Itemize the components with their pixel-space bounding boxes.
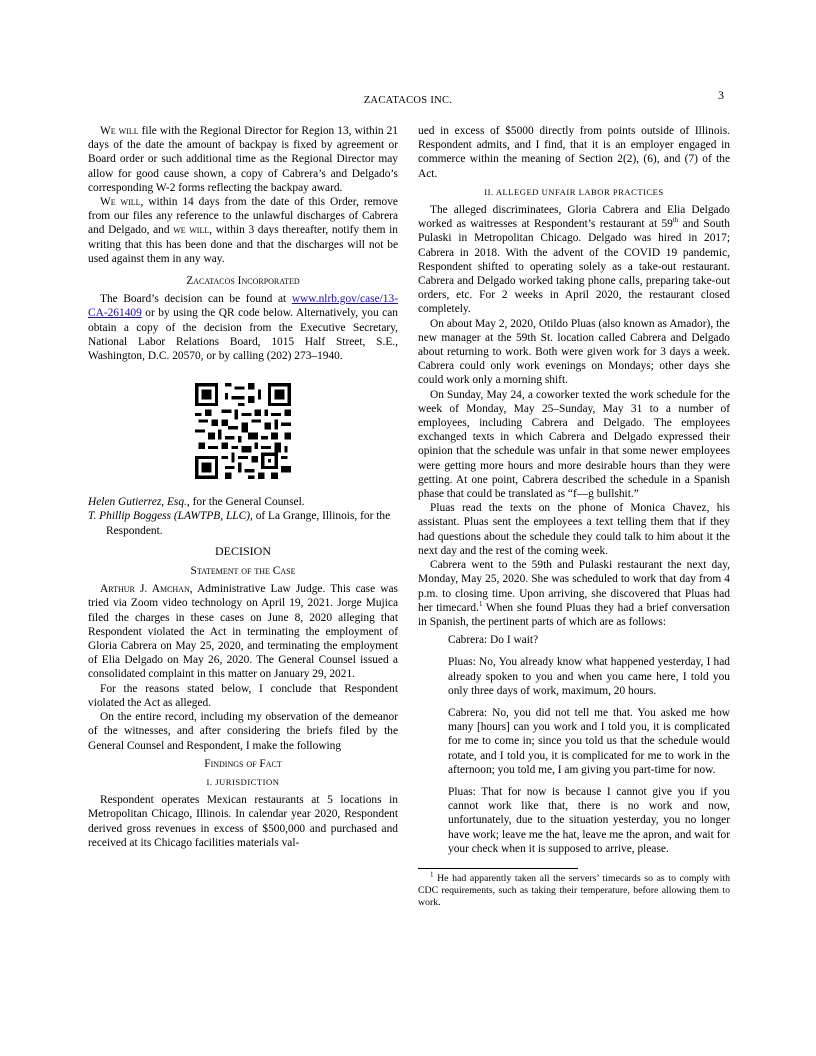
counsel-listing: T. Phillip Boggess (LAWTPB, LLC), of La Grange, Illinois, for the Respondent. <box>88 510 391 537</box>
block-quote: Pluas: No, You already know what happened yesterday, I had already spoken to you and when you came here, I told you only three days of work, maximum, 20 hours. <box>448 656 730 697</box>
paragraph: On the entire record, including my observation of the demeanor of the witnesses, and after considering the briefs filed by the General Counsel and Respondent, I make the following <box>88 711 398 752</box>
paragraph: On Sunday, May 24, a coworker texted the work schedule for the week of Monday, May 25–Sunday, May 31 to a number of employees, including Cabrera and Delgado. The employees exchanged texts in which Cabrera and Delgado expressed their opinion that the schedule was unfair in that some newer employees were getting more hours and more desirable hours than they were getting. At one point, Cabrera described the schedule in a Spanish phase that could be translated as “f—g bullshit.” <box>418 388 730 501</box>
block-quote: Cabrera: Do I wait? <box>448 634 539 647</box>
case-link[interactable]: www.nlrb.gov/case/13-CA-261409 <box>88 293 398 320</box>
running-header: ZACATACOS INC. <box>363 95 453 106</box>
section-heading: Findings of Fact <box>204 757 282 770</box>
paragraph: For the reasons stated below, I conclude that Respondent violated the Act as alleged. <box>88 682 398 709</box>
paragraph: Pluas read the texts on the phone of Monica Chavez, his assistant. Pluas sent the employees a text telling them that if they had questions about the schedule they could talk to him about it the next day and the rest of the coming week. <box>418 502 730 557</box>
block-quote: Pluas: That for now is because I cannot give you if you cannot work like that, there is no work and now, unfortunately, due to the situation yesterday, you no longer have work; leave me the hat, leave me the apron, and wait for your check when it is supposed to arrive, please. <box>448 785 730 855</box>
qr-code-icon[interactable] <box>195 383 291 479</box>
counsel-listing: Helen Gutierrez, Esq., for the General Counsel. <box>88 496 305 509</box>
left-column <box>88 124 398 850</box>
subsection-heading: I. JURISDICTION <box>206 776 280 787</box>
paragraph: On about May 2, 2020, Otildo Pluas (also known as Amador), the new manager at the 59th St. location called Cabrera and Delgado about returning to work. Both were given work for 3 days a week. Cabrera could only work evenings on Mondays; other days she could work only a morning shift. <box>418 317 730 387</box>
footnote: $^1$ He had apparently taken all the servers’ timecards so as to comply with CDC requirements, such as taking their temperature, before allowing them to work. <box>418 870 730 908</box>
decision-heading: DECISION <box>215 543 271 558</box>
block-quote: Cabrera: No, you did not tell me that. You asked me how many [hours] can you work and I told you, it is complicated for me to come in; since you told us that the schedule would rotate, and I told you, it is complicated for me to work in the afternoon; you told me, I am giving you part-time for now. <box>448 706 730 776</box>
footnote-ref[interactable]: 1 <box>478 599 483 608</box>
section-heading: Statement of the Case <box>190 565 296 578</box>
paragraph: Cabrera went to the 59th and Pulaski restaurant the next day, Monday, May 25, 2020. She was scheduled to work that day from 4 p.m. to closing time. Upon arriving, she discovered that Pluas had her timecard.$^1$ When she found Pluas they had a brief conversation in Spanish, the pertinent parts of which are as follows: <box>418 559 730 628</box>
paragraph: We will file with the Regional Director for Region 13, within 21 days of the date the amount of backpay is fixed by agreement or Board order or such additional time as the Regional Director may allow for good cause shown, a copy of Cabrera’s and Delgado’s corresponding W-2 forms reflecting the backpay award. <box>88 125 398 194</box>
subsection-heading: II. ALLEGED UNFAIR LABOR PRACTICES <box>484 186 664 197</box>
footnote-divider <box>418 868 578 869</box>
company-name: Zacatacos Incorporated <box>186 275 300 288</box>
paragraph: We will, within 14 days from the date of this Order, remove from our files any reference to the unlawful discharges of Cabrera and Delgado, and we will, within 3 days thereafter, notify them in writing that this has been done and that the discharges will not be used against them in any way. <box>88 196 398 265</box>
paragraph: The alleged discriminatees, Gloria Cabrera and Elia Delgado worked as waitresses at Respondent’s restaurant at 59th and South Pulaski in Metropolitan Chicago. Delgado was hired in 2017; Cabrera in 2018. With the advent of the COVID 19 pandemic, Respondent shifted to operating solely as a take-out restaurant. Cabrera and Delgado worked taking phone calls, preparing take-out orders, etc. For 2 weeks in April 2020, the restaurant closed completely. <box>418 204 730 316</box>
page-number: 3 <box>718 88 724 102</box>
right-column <box>418 124 730 909</box>
paragraph: ued in excess of $5000 directly from points outside of Illinois. Respondent admits, and I find, that it is an employer engaged in commerce within the meaning of Section 2(2), (6), and (7) of the Act. <box>418 125 730 180</box>
paragraph: Arthur J. Amchan, Administrative Law Judge. This case was tried via Zoom video technology on April 19, 2021. Jorge Mujica filed the charges in these cases on June 8, 2020 alleging that Respondent violated the Act in terminating the employment of Gloria Cabrera on May 25, 2020, and terminating the employment of Elia Delgado on May 26, 2020. The General Counsel issued a consolidated complaint in this matter on January 29, 2021. <box>88 583 398 681</box>
paragraph: Respondent operates Mexican restaurants at 5 locations in Metropolitan Chicago, Illinois. In calendar year 2020, Respondent derived gross revenues in excess of $500,000 and purchased and received at its Chicago facilities materials val- <box>88 794 398 849</box>
paragraph: The Board’s decision can be found at www.nlrb.gov/case/13-CA-261409 or by using the QR code below. Alternatively, you can obtain a copy of the decision from the Executive Secretary, National Labor Relations Board, 1015 Half Street, S.E., Washington, D.C. 20570, or by calling (202) 273–1940. <box>88 293 398 363</box>
